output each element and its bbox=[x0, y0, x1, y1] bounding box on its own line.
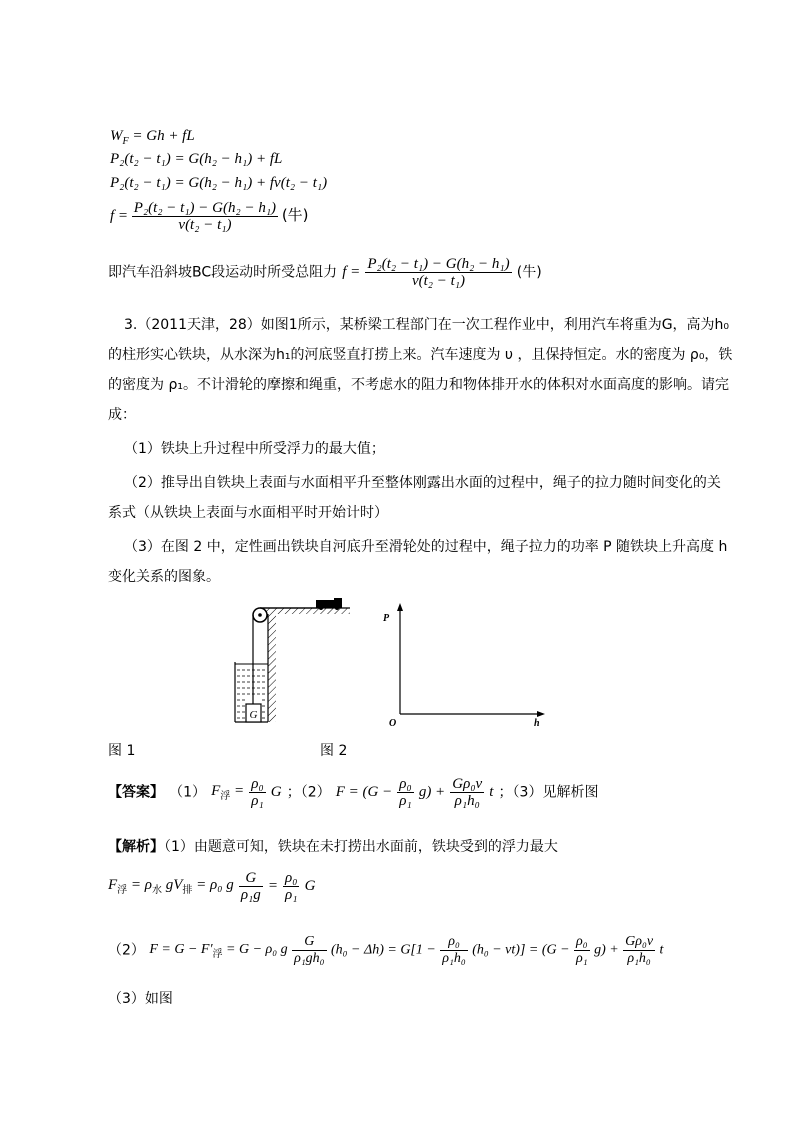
figure-1-caption: 图 1 bbox=[108, 743, 136, 759]
fraction: $\frac{\text{ρ₀}}{\text{ρ₁h₀}}$ bbox=[442, 934, 466, 966]
conclusion-line: 即汽车沿斜坡BC段运动时所受总阻力 f = $\frac{\text{P₂(t₂ − t₁) − G(h₂ − h₁)}}{\text{v(t₂ − t₁)}}$ (牛) bbox=[108, 256, 542, 289]
analysis-eq-2: （2） $F = G - F'_浮 = G - \rho_0$ g $\frac{G}{\text{ρ₁gh₀}}$ (h₀ − Δh) = G[1 − $\frac{\text{ρ₀}}{\text{ρ₁h₀}}$ (h₀ − vt)] = (G − $\frac{\text{ρ₀}}{\text{ρ₁}}$ g) + $\frac{\text{Gρ₀v}}{\text{ρ₁h₀}}$ t bbox=[108, 934, 664, 966]
fraction: $\frac{\text{P₂(t₂ − t₁) − G(h₂ − h₁)}}{\text{v(t₂ − t₁)}}$ bbox=[133, 200, 277, 233]
h-axis-label: h bbox=[534, 718, 540, 728]
problem-line-1: 3.（2011天津，28）如图1所示，某桥梁工程部门在一次工程作业中，利用汽车将重为G，高为h₀ bbox=[124, 317, 730, 333]
fraction: $\frac{\text{P₂(t₂ − t₁) − G(h₂ − h₁)}}{\text{v(t₂ − t₁)}}$ bbox=[367, 256, 510, 289]
question-2-line-1: （2）推导出自铁块上表面与水面相平升至整体刚露出水面的过程中，绳子的拉力随时间变化的关 bbox=[124, 475, 721, 491]
fraction: $\frac{\text{Gρ₀v}}{\text{ρ₁h₀}}$ bbox=[625, 934, 654, 966]
question-3-line-1: （3）在图 2 中，定性画出铁块自河底升至滑轮处的过程中，绳子拉力的功率 P 随铁块上升高度 h bbox=[124, 539, 728, 555]
h-axis-arrow-icon bbox=[537, 711, 545, 717]
question-1: （1）铁块上升过程中所受浮力的最大值； bbox=[124, 441, 385, 457]
fraction: $\frac{\text{ρ₀}}{\text{ρ₁}}$ bbox=[399, 776, 412, 809]
analysis-line-3: （3）如图 bbox=[108, 991, 173, 1007]
figure-2-caption: 图 2 bbox=[320, 743, 348, 759]
p-axis-arrow-icon bbox=[397, 603, 403, 611]
answer-label: 【答案】 bbox=[108, 784, 164, 801]
eq-friction: f = $\frac{\text{P₂(t₂ − t₁) − G(h₂ − h₁)}}{\text{v(t₂ − t₁)}}$ (牛) bbox=[110, 200, 309, 233]
fraction: $\frac{G}{\text{ρ₁g}}$ bbox=[240, 870, 261, 903]
problem-line-3: 的密度为 ρ₁。不计滑轮的摩擦和绳重，不考虑水的阻力和物体排开水的体积对水面高度的影响。请完 bbox=[108, 377, 729, 393]
block-label: G bbox=[249, 709, 258, 721]
fraction: $\frac{\text{ρ₀}}{\text{ρ₁}}$ bbox=[576, 934, 588, 966]
fraction: $\frac{\text{Gρ₀v}}{\text{ρ₁h₀}}$ bbox=[452, 776, 483, 809]
question-2-line-2: 系式（从铁块上表面与水面相平时开始计时） bbox=[108, 505, 388, 521]
bridge-pier bbox=[268, 614, 276, 722]
eq-power-2: P₂(t₂ − t₁) = G(h₂ − h₁) + fv(t₂ − t₁) bbox=[110, 175, 328, 191]
question-3-line-2: 变化关系的图象。 bbox=[108, 569, 220, 585]
problem-line-4: 成： bbox=[108, 407, 136, 423]
figure-1-diagram bbox=[230, 598, 360, 733]
fraction: $\frac{\text{ρ₀}}{\text{ρ₁}}$ bbox=[251, 776, 264, 809]
eq-work: $W_F = Gh$ + fL bbox=[110, 128, 195, 147]
analysis-eq-1: $F_浮 = \rho_水$ $gV_排 = \rho_0$ g $\frac{G}{\text{ρ₁g}}$ = $\frac{\text{ρ₀}}{\text{ρ₁}}$ G bbox=[108, 870, 316, 903]
origin-label: O bbox=[389, 718, 397, 728]
figure-2-axes bbox=[380, 602, 550, 728]
fraction: $\frac{\text{ρ₀}}{\text{ρ₁}}$ bbox=[285, 870, 298, 903]
analysis-label: 【解析】 bbox=[108, 839, 164, 855]
analysis-line-1: 【解析】（1）由题意可知，铁块在未打捞出水面前，铁块受到的浮力最大 bbox=[108, 839, 558, 855]
answer-line: 【答案】 （1） $F_浮$ = $\frac{\text{ρ₀}}{\text{ρ₁}}$ G ；（2） F = (G − $\frac{\text{ρ₀}}{\text{ρ₁}}$ g) + $\frac{\text{Gρ₀v}}{\text{ρ₁h₀}}$ t ；（3）见解析图 bbox=[108, 776, 599, 809]
fraction: $\frac{G}{\text{ρ₁gh₀}}$ bbox=[294, 934, 325, 966]
problem-line-2: 的柱形实心铁块，从水深为h₁的河底竖直打捞上来。汽车速度为 υ ，且保持恒定。水的密度为 ρ₀，铁 bbox=[108, 347, 733, 363]
eq-power-1: P₂(t₂ − t₁) = G(h₂ − h₁) + fL bbox=[110, 151, 283, 167]
p-axis-label: P bbox=[383, 613, 390, 624]
